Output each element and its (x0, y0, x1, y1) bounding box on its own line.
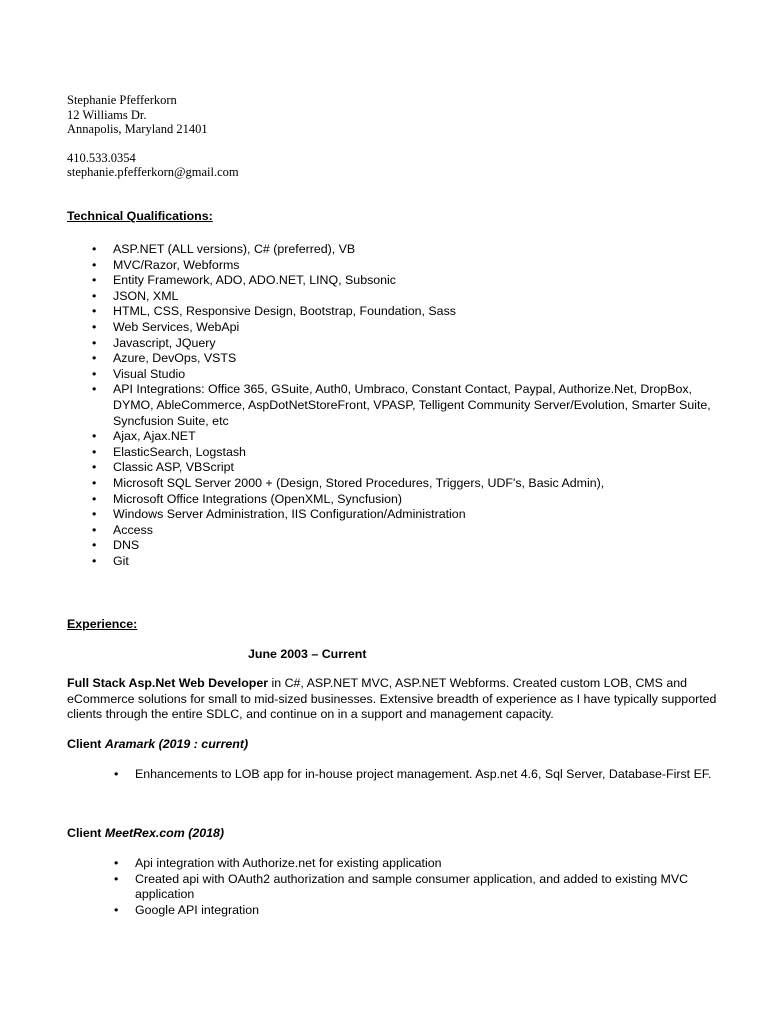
list-item (92, 553, 733, 570)
bullet-glyph: • (92, 475, 97, 490)
list-item (92, 522, 733, 539)
experience-date-range: June 2003 – Current (248, 647, 367, 661)
list-item (92, 242, 733, 258)
bullet-glyph: • (92, 507, 97, 522)
list-item-text: Entity Framework, ADO, ADO.NET, LINQ, Subsonic (113, 273, 397, 288)
list-item (114, 856, 715, 872)
list-item-text: DNS (113, 538, 140, 553)
list-item-text: Git (113, 553, 129, 568)
list-item-text: Microsoft Office Integrations (OpenXML, Syncfusion) (113, 491, 403, 506)
list-item-text: Enhancements to LOB app for in-house project management. Asp.net 4.6, Sql Server, Database-First EF. (135, 767, 712, 781)
client-name: Aramark (2019 : current) (104, 737, 249, 751)
bullet-glyph: • (92, 366, 97, 381)
contact-address-line2: Annapolis, Maryland 21401 (67, 122, 208, 137)
list-item-text: Access (113, 522, 153, 537)
list-item-text: API Integrations: Office 365, GSuite, Auth0, Umbraco, Constant Contact, Paypal, Authorize.Net, DropBox, DYMO, AbleCommerce, AspDotNetStoreFront, VPASP, Telligent Community Server/Evolution, Smarter Suite, Syncfusion Suite, etc (113, 382, 711, 428)
list-item (114, 871, 715, 903)
list-item (114, 767, 715, 783)
list-item (92, 288, 733, 305)
bullet-glyph: • (92, 304, 97, 319)
list-item (92, 460, 733, 476)
bullet-glyph: • (92, 242, 97, 256)
list-item-text: MVC/Razor, Webforms (113, 257, 240, 272)
bullet-glyph: • (92, 382, 97, 397)
bullet-glyph: • (114, 856, 119, 870)
bullet-glyph: • (92, 444, 97, 459)
bullet-glyph: • (92, 429, 97, 444)
bullet-glyph: • (92, 460, 97, 475)
list-item-text: JSON, XML (113, 288, 179, 303)
contact-email: stephanie.pfefferkorn@gmail.com (67, 165, 239, 180)
list-item-text: Created api with OAuth2 authorization and sample consumer application, and added to existing MVC application (135, 871, 689, 902)
experience-heading: Experience: (67, 617, 138, 631)
bullet-glyph: • (92, 319, 97, 334)
bullet-glyph: • (92, 553, 97, 568)
bullet-glyph: • (92, 335, 97, 350)
list-item (92, 382, 733, 429)
contact-spacer (67, 137, 239, 151)
list-item (92, 507, 733, 523)
list-item-text: Javascript, JQuery (113, 335, 216, 350)
list-item-text: Api integration with Authorize.net for existing application (135, 856, 442, 870)
list-item-text: Windows Server Administration, IIS Configuration/Administration (113, 507, 466, 522)
contact-block (67, 93, 239, 180)
bullet-glyph: • (92, 257, 97, 272)
bullet-glyph: • (92, 538, 97, 553)
bullet-glyph: • (92, 522, 97, 537)
contact-name: Stephanie Pfefferkorn (67, 93, 177, 107)
client-prefix: Client (67, 826, 105, 840)
bullet-glyph: • (92, 288, 97, 303)
list-item-text: ElasticSearch, Logstash (113, 444, 246, 459)
client-name: MeetRex.com (2018) (104, 826, 225, 840)
experience-summary (67, 676, 717, 723)
list-item-text: HTML, CSS, Responsive Design, Bootstrap, Foundation, Sass (113, 304, 456, 319)
client-aramark-heading (67, 737, 248, 753)
bullet-glyph: • (92, 273, 97, 288)
list-item (92, 335, 733, 352)
list-item (92, 319, 733, 336)
list-item-text: ASP.NET (ALL versions), C# (preferred), VB (113, 242, 356, 256)
list-item (92, 304, 733, 320)
client-meetrex-heading (67, 826, 224, 842)
list-item (92, 429, 733, 445)
list-item (92, 273, 733, 289)
list-item-text: Microsoft SQL Server 2000 + (Design, Stored Procedures, Triggers, UDF's, Basic Admin), (113, 475, 605, 490)
bullet-glyph: • (92, 491, 97, 506)
list-item (92, 491, 733, 508)
list-item-text: Web Services, WebApi (113, 319, 240, 334)
bullet-glyph: • (114, 871, 119, 886)
role-title: Full Stack Asp.Net Web Developer (67, 676, 269, 690)
list-item (92, 257, 733, 274)
list-item-text: Google API integration (135, 902, 259, 917)
summary-text: in C#, ASP.NET MVC, ASP.NET Webforms. Created custom LOB, CMS and eCommerce solutions for small to mid-sized businesses. Extensive breadth of experience as I have typically supported clients through the entire SDLC, and continue on in a support and management capacity. (67, 676, 717, 722)
client-meetrex-list (114, 856, 715, 918)
list-item (92, 475, 733, 492)
list-item (92, 538, 733, 554)
list-item (92, 351, 733, 367)
list-item-text: Azure, DevOps, VSTS (113, 351, 237, 366)
technical-qualifications-heading: Technical Qualifications: (67, 209, 213, 223)
list-item (114, 902, 715, 919)
list-item-text: Classic ASP, VBScript (113, 460, 234, 475)
list-item (92, 366, 733, 383)
client-aramark-list (114, 767, 715, 783)
list-item-text: Ajax, Ajax.NET (113, 429, 196, 444)
contact-address-line1: 12 Williams Dr. (67, 107, 147, 122)
bullet-glyph: • (114, 902, 119, 917)
bullet-glyph: • (92, 351, 97, 366)
list-item-text: Visual Studio (113, 366, 186, 381)
contact-phone: 410.533.0354 (67, 150, 136, 165)
bullet-glyph: • (114, 767, 119, 781)
list-item (92, 444, 733, 461)
technical-qualifications-list (92, 242, 733, 569)
client-prefix: Client (67, 737, 105, 751)
